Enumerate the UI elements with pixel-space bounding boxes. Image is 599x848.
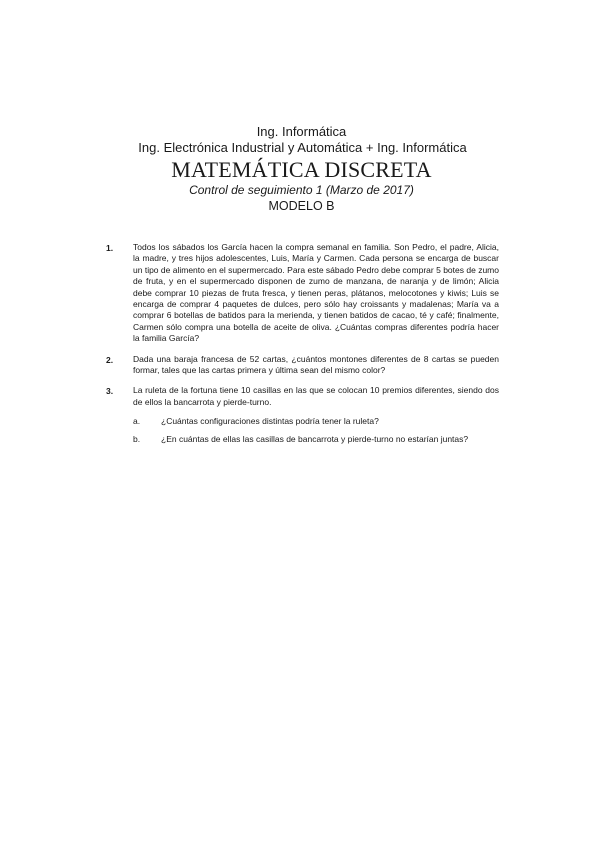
question-list [106, 242, 499, 451]
degree-line-2: Ing. Electrónica Industrial y Automática + Ing. Informática [138, 140, 467, 155]
question-text: Dada una baraja francesa de 52 cartas, ¿cuántos montones diferentes de 8 cartas se pueden formar, tales que las cartas primera y última sean del mismo color? [133, 353, 499, 376]
question-number: 3. [106, 386, 114, 397]
degree-line-1: Ing. Informática [256, 124, 347, 139]
question-item [106, 385, 499, 445]
subquestion-list [133, 416, 499, 445]
exam-subtitle: Control de seguimiento 1 (Marzo de 2017) [189, 183, 414, 197]
subquestion-item [133, 416, 499, 427]
question-text: Todos los sábados los García hacen la compra semanal en familia. Son Pedro, el padre, Alicia, la madre, y tres hijos adolescentes, Luis, María y Carmen. Cada persona se encarga de buscar un tipo de alimento en el supermercado. Para este sábado Pedro debe comprar 5 botes de zumo de fruta, y en el supermercado disponen de zumo de manzana, de naranja y de limón; Alicia debe comprar 10 piezas de fruta fresca, y tienen peras, plátanos, melocotones y kiwis; Luis se encarga de comprar 4 paquetes de dulces, pero sólo hay croissants y madalenas; María va a comprar 6 botellas de batidos para la merienda, y tienen batidos de cacao, té y café; finalmente, Carmen sólo compra una botella de aceite de oliva. ¿Cuántas compras diferentes podría hacer la familia García? [133, 242, 499, 344]
question-number: 2. [106, 354, 114, 365]
subquestion-label: b. [133, 433, 141, 444]
subquestion-label: a. [133, 416, 141, 427]
subquestion-item [133, 434, 499, 445]
course-title: MATEMÁTICA DISCRETA [171, 157, 432, 182]
question-number: 1. [106, 243, 114, 253]
question-item [106, 354, 499, 377]
subquestion-text: ¿Cuántas configuraciones distintas podría tener la ruleta? [161, 416, 379, 427]
exam-header [0, 124, 599, 214]
question-text: La ruleta de la fortuna tiene 10 casillas en las que se colocan 10 premios diferentes, siendo dos de ellos la bancarrota y pierde-turno. [133, 385, 499, 407]
subquestion-text: ¿En cuántas de ellas las casillas de bancarrota y pierde-turno no estarían juntas? [161, 433, 469, 444]
question-item [106, 242, 499, 345]
exam-model: MODELO B [268, 199, 335, 213]
